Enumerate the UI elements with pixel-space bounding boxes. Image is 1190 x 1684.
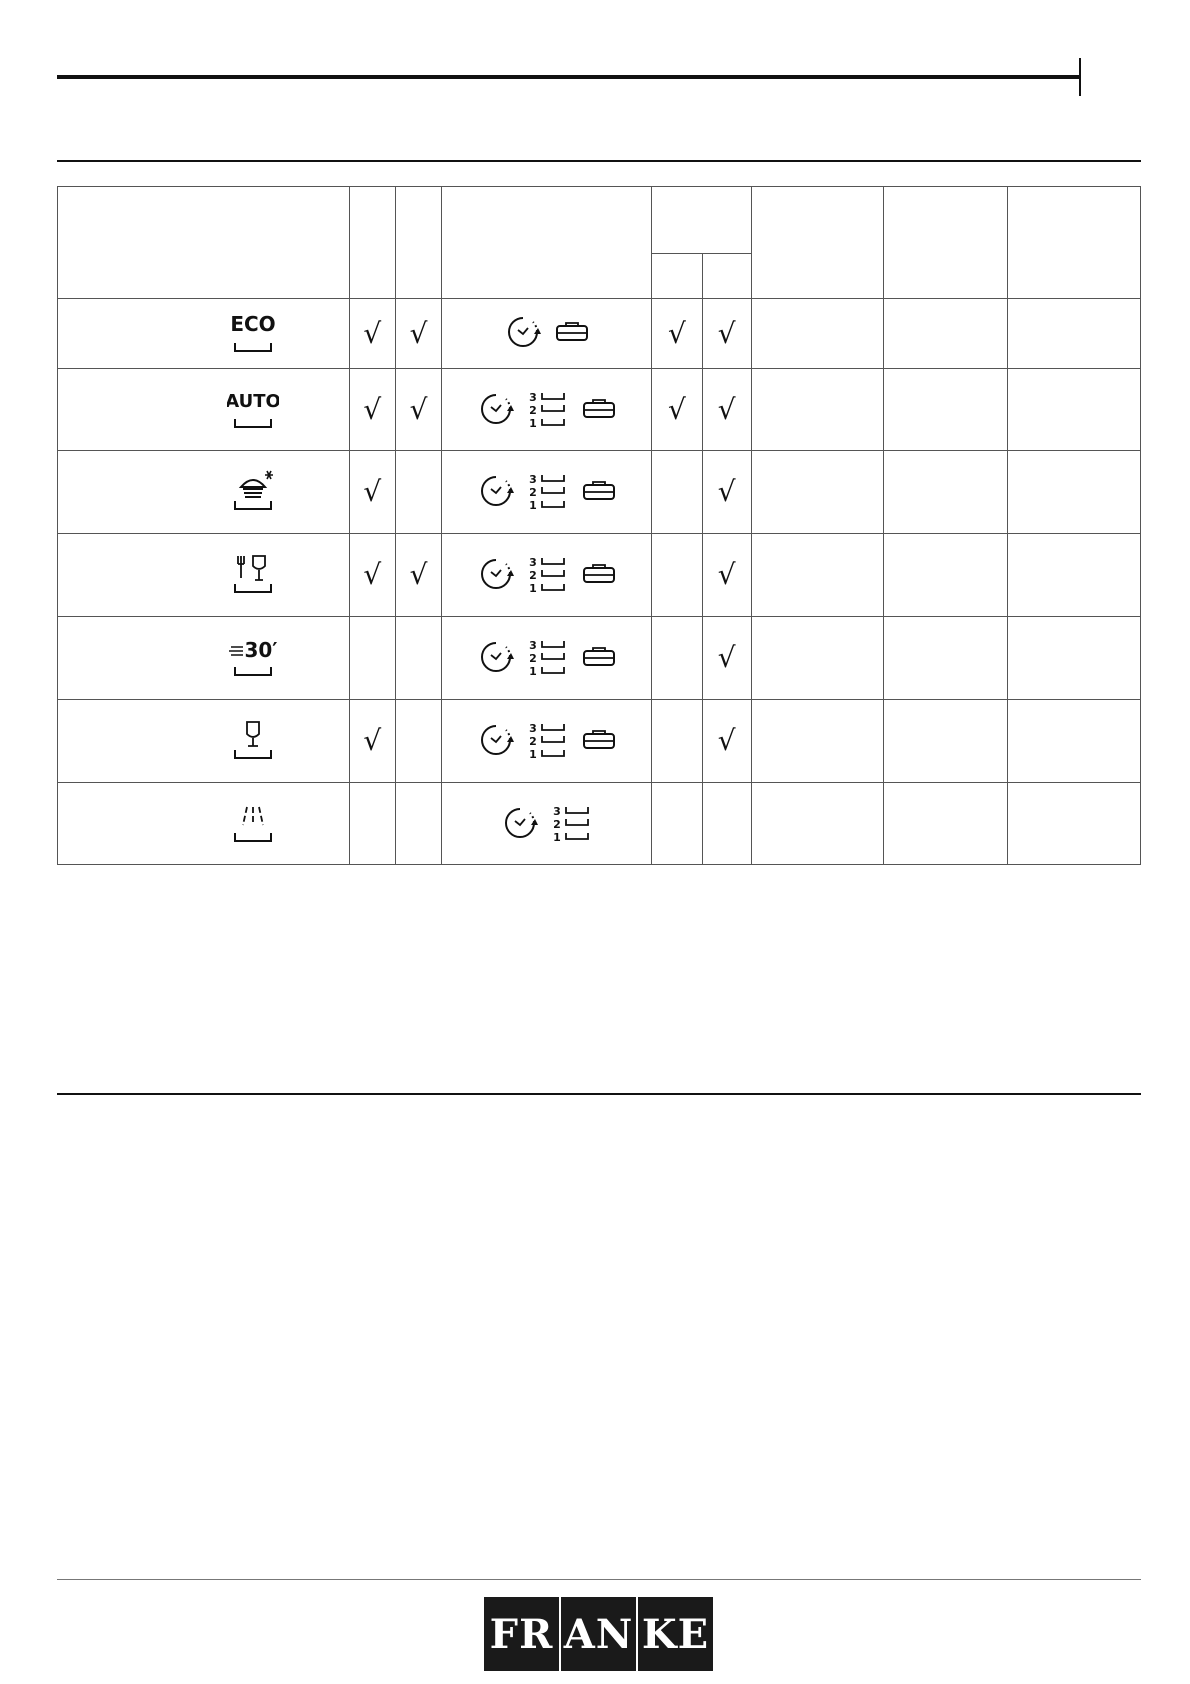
logo-block (484, 1597, 559, 1671)
zone-number: 1 (528, 499, 537, 511)
zone-number: 3 (528, 722, 537, 735)
programme-cell (58, 451, 350, 534)
zone-number: 2 (552, 817, 561, 831)
header-cell-9 (1008, 187, 1141, 299)
logo-block (561, 1597, 636, 1671)
logo-letter: N (595, 1610, 634, 1658)
intensive-programme-icon (227, 467, 279, 513)
table-row (58, 299, 1141, 369)
empty-cell (883, 617, 1008, 700)
programme-cell (58, 617, 350, 700)
empty-cell (751, 451, 883, 534)
check-cell (652, 369, 702, 451)
check-mark: √ (409, 558, 428, 591)
tablet-icon (582, 729, 616, 751)
check-cell (652, 534, 702, 617)
check-mark: √ (409, 316, 428, 350)
programme-cell (58, 534, 350, 617)
options-cell (442, 534, 652, 617)
check-mark: √ (717, 558, 736, 591)
delay-start-icon (478, 391, 514, 427)
options-cell (442, 617, 652, 700)
zone-number: 1 (528, 582, 537, 594)
empty-cell (1008, 700, 1141, 783)
check-cell (395, 700, 441, 783)
check-cell (702, 617, 751, 700)
check-cell (349, 617, 395, 700)
zone-wash-icon (528, 637, 568, 677)
check-cell (395, 451, 441, 534)
header-cell-2 (395, 187, 441, 299)
section-rule-bottom (57, 1093, 1141, 1095)
empty-cell (883, 451, 1008, 534)
check-cell (652, 451, 702, 534)
zone-number: 3 (528, 390, 537, 404)
header-cell-7 (751, 187, 883, 299)
empty-cell (1008, 451, 1141, 534)
programme-cell (58, 369, 350, 451)
check-cell (349, 783, 395, 865)
check-mark: √ (363, 724, 382, 757)
logo-letter: K (641, 1610, 678, 1658)
table-row (58, 451, 1141, 534)
header-cell-1 (349, 187, 395, 299)
check-cell (652, 700, 702, 783)
programme-label: 30′ (244, 638, 278, 662)
check-cell (395, 617, 441, 700)
empty-cell (883, 299, 1008, 369)
tablet-icon (582, 398, 616, 420)
options-cell (442, 700, 652, 783)
zone-number: 3 (528, 473, 537, 486)
delay-start-icon (502, 805, 538, 841)
check-cell (702, 369, 751, 451)
zone-number: 1 (528, 665, 537, 677)
table-row (58, 534, 1141, 617)
check-cell (395, 299, 441, 369)
header-subcell-b (702, 254, 751, 299)
check-mark: √ (667, 392, 686, 426)
header-cell-group (652, 187, 752, 254)
check-mark: √ (363, 392, 382, 426)
check-cell (702, 534, 751, 617)
zone-number: 1 (528, 748, 537, 760)
quick-30-programme-icon (227, 633, 279, 679)
franke-logo (484, 1597, 713, 1671)
programme-cell (58, 299, 350, 369)
check-cell (349, 299, 395, 369)
zone-number: 2 (528, 486, 537, 499)
zone-number: 1 (528, 416, 537, 429)
empty-cell (883, 783, 1008, 865)
top-rule-tick (1079, 58, 1081, 96)
check-mark: √ (363, 475, 382, 508)
empty-cell (751, 783, 883, 865)
check-cell (652, 299, 702, 369)
tablet-icon (582, 646, 616, 668)
empty-cell (751, 700, 883, 783)
logo-letter: A (563, 1610, 596, 1658)
zone-number: 2 (528, 569, 537, 582)
zone-number: 2 (528, 403, 537, 417)
top-rule (57, 75, 1081, 79)
table-row (58, 783, 1141, 865)
empty-cell (751, 369, 883, 451)
footer-rule (57, 1579, 1141, 1580)
check-mark: √ (717, 392, 736, 426)
check-mark: √ (409, 392, 428, 426)
check-cell (652, 783, 702, 865)
section-rule-top (57, 160, 1141, 162)
delay-start-icon (505, 314, 541, 350)
table-row (58, 369, 1141, 451)
empty-cell (1008, 369, 1141, 451)
check-mark: √ (717, 475, 736, 508)
tablet-icon (582, 480, 616, 502)
empty-cell (883, 369, 1008, 451)
check-cell (395, 783, 441, 865)
zone-wash-icon (528, 389, 568, 429)
delay-start-icon (478, 722, 514, 758)
check-cell (349, 369, 395, 451)
options-cell (442, 369, 652, 451)
programme-label: ECO (229, 311, 276, 336)
zone-wash-icon (552, 803, 592, 843)
header-subcell-a (652, 254, 702, 299)
empty-cell (1008, 783, 1141, 865)
empty-cell (751, 617, 883, 700)
check-cell (395, 369, 441, 451)
auto-programme-icon (227, 385, 279, 431)
logo-letter: R (519, 1610, 554, 1658)
check-cell (652, 617, 702, 700)
programme-cell (58, 783, 350, 865)
check-mark: √ (363, 558, 382, 591)
header-cell-options (442, 187, 652, 299)
check-cell (395, 534, 441, 617)
empty-cell (883, 534, 1008, 617)
logo-letter: F (489, 1610, 520, 1658)
programme-cell (58, 700, 350, 783)
delay-start-icon (478, 639, 514, 675)
daily-programme-icon (227, 550, 279, 596)
zone-wash-icon (528, 554, 568, 594)
tablet-icon (582, 563, 616, 585)
glass-programme-icon (227, 716, 279, 762)
tablet-icon (555, 321, 589, 343)
check-mark: √ (717, 724, 736, 757)
check-mark: √ (363, 316, 382, 350)
check-mark: √ (667, 316, 686, 350)
check-cell (349, 534, 395, 617)
programme-table (57, 186, 1141, 865)
check-cell (702, 783, 751, 865)
zone-number: 1 (552, 830, 561, 843)
options-cell (442, 299, 652, 369)
empty-cell (1008, 617, 1141, 700)
check-mark: √ (717, 641, 736, 674)
empty-cell (751, 534, 883, 617)
zone-wash-icon (528, 471, 568, 511)
zone-number: 3 (552, 804, 561, 818)
empty-cell (1008, 299, 1141, 369)
zone-number: 3 (528, 556, 537, 569)
zone-number: 2 (528, 652, 537, 665)
table-row (58, 617, 1141, 700)
options-cell (442, 783, 652, 865)
empty-cell (751, 299, 883, 369)
check-cell (702, 451, 751, 534)
check-cell (702, 299, 751, 369)
check-cell (702, 700, 751, 783)
delay-start-icon (478, 556, 514, 592)
check-cell (349, 700, 395, 783)
zone-number: 2 (528, 735, 537, 748)
zone-wash-icon (528, 720, 568, 760)
delay-start-icon (478, 473, 514, 509)
programme-label: AUTO (226, 390, 279, 412)
logo-block (638, 1597, 713, 1671)
options-cell (442, 451, 652, 534)
zone-number: 3 (528, 639, 537, 652)
check-mark: √ (717, 316, 736, 350)
empty-cell (1008, 534, 1141, 617)
prewash-programme-icon (227, 799, 279, 845)
eco-programme-icon (227, 309, 279, 355)
header-cell-programme (58, 187, 350, 299)
table-row (58, 700, 1141, 783)
check-cell (349, 451, 395, 534)
table-header-row (58, 187, 1141, 254)
header-cell-8 (883, 187, 1008, 299)
logo-letter: E (677, 1610, 710, 1658)
empty-cell (883, 700, 1008, 783)
